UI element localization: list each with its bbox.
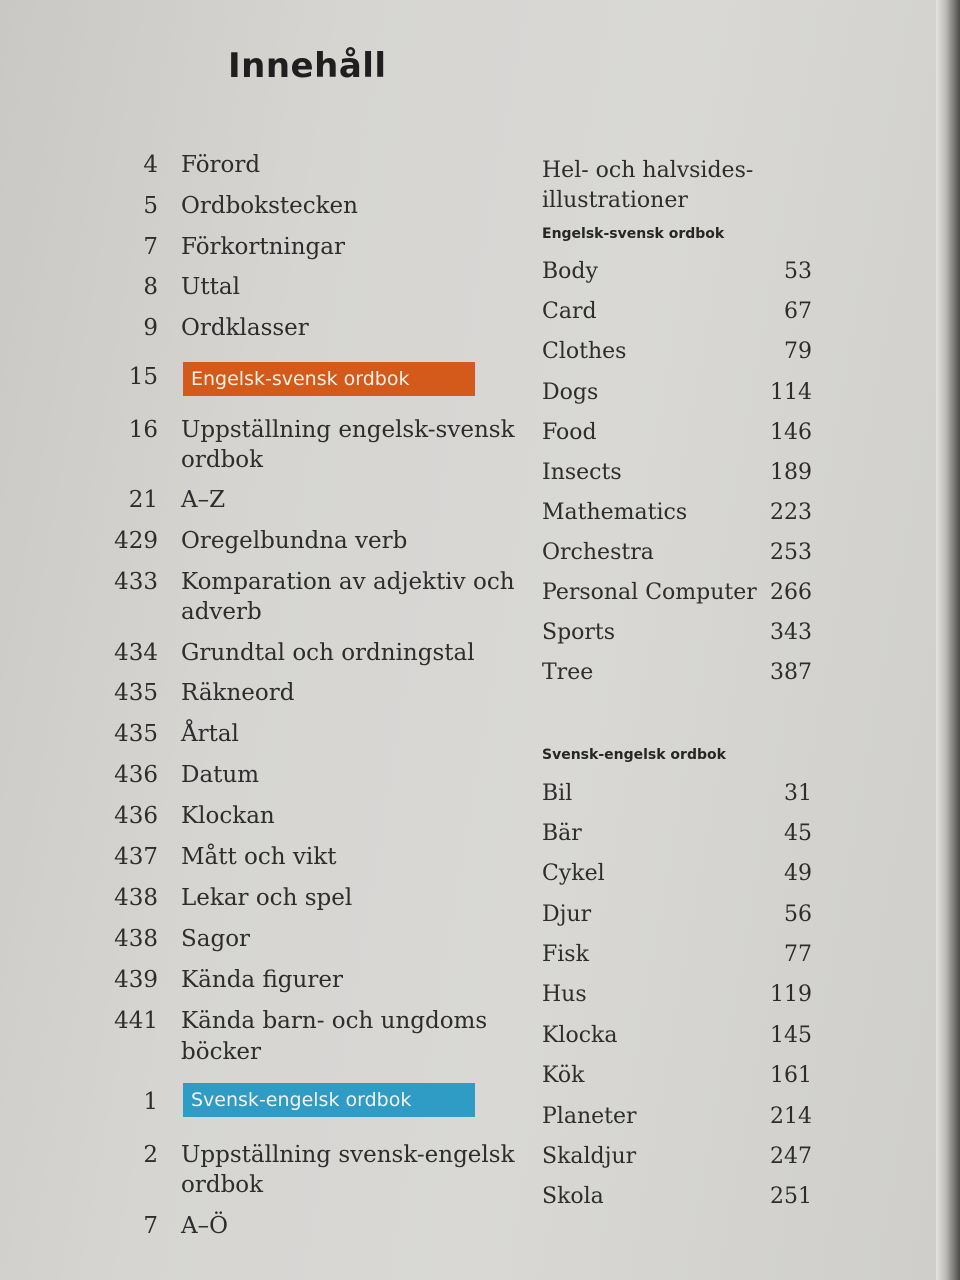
illustration-item: Fisk: [542, 942, 589, 967]
page-title: Innehåll: [228, 46, 387, 86]
illustration-item: Skola: [542, 1184, 604, 1209]
toc-entry: A–Z: [181, 487, 226, 513]
illustration-item: Klocka: [542, 1023, 618, 1048]
toc-page-number: 16: [128, 417, 158, 443]
illustration-page: 53: [784, 259, 812, 284]
illustration-page: 343: [770, 620, 812, 645]
toc-entry: Mått och vikt: [181, 844, 337, 870]
toc-page-number: 435: [114, 680, 158, 706]
illustration-item: Planeter: [542, 1104, 637, 1129]
toc-entry: Ordbokstecken: [181, 193, 358, 219]
illustration-page: 79: [784, 339, 812, 364]
illustration-page: 253: [770, 540, 812, 565]
illustration-page: 77: [784, 942, 812, 967]
toc-entry: Uppställning engelsk-svensk: [181, 417, 515, 443]
toc-page-number: 4: [143, 152, 158, 178]
toc-entry: Klockan: [181, 803, 275, 829]
illustration-item: Body: [542, 259, 598, 284]
toc-entry: Oregelbundna verb: [181, 528, 408, 554]
illustration-item: Bär: [542, 821, 582, 846]
toc-page-number: 7: [143, 234, 158, 260]
illustration-item: Tree: [542, 660, 594, 685]
toc-entry: Grundtal och ordningstal: [181, 640, 475, 666]
toc-page-number: 15: [128, 364, 158, 390]
illustration-item: Food: [542, 420, 597, 445]
toc-page-number: 435: [114, 721, 158, 747]
toc-entry: Förkortningar: [181, 234, 345, 260]
toc-entry: Ordklasser: [181, 315, 309, 341]
toc-page-number: 429: [114, 528, 158, 554]
illustration-page: 114: [770, 380, 812, 405]
subhead-english-swedish: Engelsk-svensk ordbok: [542, 226, 725, 242]
illustration-page: 31: [784, 781, 812, 806]
subhead-swedish-english: Svensk-engelsk ordbok: [542, 747, 726, 763]
toc-entry: Uppställning svensk-engelsk: [181, 1142, 515, 1168]
page-edge-shadow: [936, 0, 960, 1280]
toc-entry-continuation: böcker: [181, 1039, 261, 1065]
illustrations-heading-line2: illustrationer: [542, 188, 688, 213]
illustration-page: 266: [770, 580, 812, 605]
toc-entry: Lekar och spel: [181, 885, 353, 911]
illustration-page: 189: [770, 460, 812, 485]
toc-entry-continuation: ordbok: [181, 1172, 264, 1198]
illustration-page: 223: [770, 500, 812, 525]
illustration-item: Mathematics: [542, 500, 688, 525]
toc-page-number: 9: [143, 315, 158, 341]
toc-entry: Uttal: [181, 274, 240, 300]
toc-page-number: 21: [128, 487, 158, 513]
toc-page-number: 436: [114, 762, 158, 788]
illustration-item: Personal Computer: [542, 580, 757, 605]
toc-entry: Förord: [181, 152, 261, 178]
toc-page-number: 439: [114, 967, 158, 993]
toc-page-number: 438: [114, 885, 158, 911]
toc-page-number: 5: [143, 193, 158, 219]
toc-entry: Kända figurer: [181, 967, 343, 993]
toc-entry: Årtal: [181, 721, 239, 747]
illustration-page: 161: [770, 1063, 812, 1088]
toc-page-number: 437: [114, 844, 158, 870]
toc-entry-continuation: ordbok: [181, 447, 264, 473]
section-banner-english-swedish: Engelsk-svensk ordbok: [183, 362, 475, 396]
illustration-item: Cykel: [542, 861, 605, 886]
toc-page-number: 436: [114, 803, 158, 829]
illustration-page: 247: [770, 1144, 812, 1169]
toc-entry: Datum: [181, 762, 260, 788]
toc-page-number: 7: [143, 1213, 158, 1239]
toc-entry: A–Ö: [181, 1213, 228, 1239]
toc-page-number: 1: [143, 1089, 158, 1115]
section-banner-swedish-english: Svensk-engelsk ordbok: [183, 1083, 475, 1117]
toc-entry: Räkneord: [181, 680, 295, 706]
illustration-item: Insects: [542, 460, 622, 485]
toc-page-number: 441: [114, 1008, 158, 1034]
illustration-page: 49: [784, 861, 812, 886]
illustrations-heading: Hel- och halvsides-: [542, 158, 754, 183]
illustration-page: 45: [784, 821, 812, 846]
toc-entry-continuation: adverb: [181, 599, 262, 625]
illustration-item: Dogs: [542, 380, 599, 405]
toc-entry: Kända barn- och ungdoms: [181, 1008, 488, 1034]
illustration-item: Hus: [542, 982, 587, 1007]
illustration-item: Djur: [542, 902, 592, 927]
toc-entry: Komparation av adjektiv och: [181, 569, 515, 595]
illustration-item: Card: [542, 299, 597, 324]
illustration-item: Clothes: [542, 339, 627, 364]
toc-page-number: 434: [114, 640, 158, 666]
toc-page-number: 8: [143, 274, 158, 300]
toc-page-number: 438: [114, 926, 158, 952]
toc-page-number: 2: [143, 1142, 158, 1168]
illustration-item: Bil: [542, 781, 573, 806]
illustration-item: Sports: [542, 620, 616, 645]
illustration-page: 67: [784, 299, 812, 324]
illustration-page: 56: [784, 902, 812, 927]
illustration-item: Orchestra: [542, 540, 654, 565]
illustration-page: 251: [770, 1184, 812, 1209]
toc-entry: Sagor: [181, 926, 251, 952]
illustration-page: 214: [770, 1104, 812, 1129]
illustration-page: 145: [770, 1023, 812, 1048]
illustration-item: Skaldjur: [542, 1144, 637, 1169]
illustration-page: 146: [770, 420, 812, 445]
toc-page-number: 433: [114, 569, 158, 595]
illustration-page: 387: [770, 660, 812, 685]
illustration-item: Kök: [542, 1063, 585, 1088]
illustration-page: 119: [770, 982, 812, 1007]
